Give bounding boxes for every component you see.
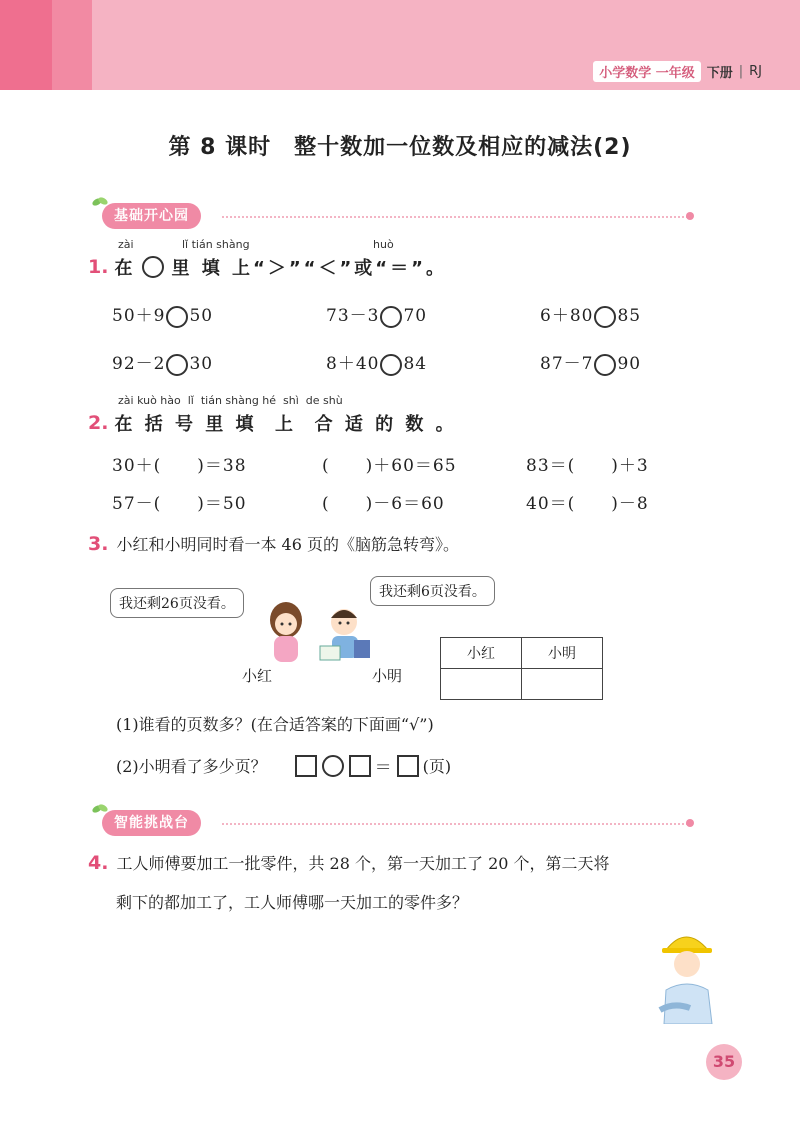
answer-circle[interactable] xyxy=(380,354,402,376)
q3-sub2: (2)小明看了多少页？ xyxy=(116,757,267,776)
section-basic xyxy=(92,203,712,229)
q2-pinyin: zài kuò hào lǐ tián shàng hé shì de shù xyxy=(118,394,343,407)
q1-text-a: 在 xyxy=(114,258,136,279)
answer-circle[interactable] xyxy=(166,306,188,328)
question-2-stem xyxy=(88,410,457,436)
compare-item: 8＋40 84 xyxy=(326,354,428,374)
compare-item: 92－2 30 xyxy=(112,354,214,374)
q3-sub2-row xyxy=(116,753,451,778)
section-challenge xyxy=(92,810,712,836)
volume-label: 下册 xyxy=(706,65,733,81)
children-reading-illustration xyxy=(258,596,380,672)
q3-sub1: (1)谁看的页数多？(在合适答案的下面画“√”) xyxy=(116,715,434,734)
book-tag xyxy=(593,61,762,81)
answer-circle[interactable] xyxy=(166,354,188,376)
page-title: 第 8 课时 整十数加一位数及相应的减法(2) xyxy=(168,135,632,160)
unit-label: (页) xyxy=(422,757,452,776)
fill-item[interactable]: 83＝( )＋3 xyxy=(526,456,649,476)
divider-end-dot xyxy=(686,819,694,827)
compare-item: 50＋9 50 xyxy=(112,306,214,326)
question-number: 1. xyxy=(88,256,109,278)
operator-circle[interactable] xyxy=(322,755,344,777)
header-band-mid-stripe xyxy=(52,0,92,90)
speech-bubble-hong: 我还剩26页没看。 xyxy=(110,588,244,618)
q4-line2: 剩下的都加工了，工人师傅哪一天加工的零件多？ xyxy=(116,893,469,912)
question-3-stem xyxy=(88,532,459,555)
table-header-ming: 小明 xyxy=(522,638,603,669)
fill-item[interactable]: 40＝( )－8 xyxy=(526,494,649,514)
dotted-divider xyxy=(222,216,692,218)
name-label-ming: 小明 xyxy=(372,667,403,685)
fill-item[interactable]: 57－( )＝50 xyxy=(112,494,247,514)
worker-illustration xyxy=(652,924,722,1024)
equals-sign: ＝ xyxy=(374,758,393,778)
q1-pinyin-li-tian-shang: lǐ tián shàng xyxy=(182,238,250,251)
answer-circle[interactable] xyxy=(380,306,402,328)
name-label-hong: 小红 xyxy=(242,667,273,685)
divider-end-dot xyxy=(686,212,694,220)
answer-table xyxy=(440,637,603,700)
speech-bubble-ming: 我还剩6页没看。 xyxy=(370,576,495,606)
question-number: 2. xyxy=(88,412,109,434)
page-number: 35 xyxy=(706,1044,742,1080)
fill-item[interactable]: 30＋( )＝38 xyxy=(112,456,247,476)
subject-label: 小学数学 一年级 xyxy=(593,61,701,82)
header-separator: | xyxy=(738,63,744,79)
answer-box[interactable] xyxy=(295,755,317,777)
question-4-stem xyxy=(88,851,610,874)
section-challenge-label: 智能挑战台 xyxy=(102,810,201,836)
answer-circle[interactable] xyxy=(594,354,616,376)
question-number: 3. xyxy=(88,532,109,555)
compare-item: 6＋80 85 xyxy=(540,306,642,326)
question-number: 4. xyxy=(88,851,109,874)
header-band-dark-stripe xyxy=(0,0,52,90)
answer-box[interactable] xyxy=(349,755,371,777)
q2-text: 在 括 号 里 填 上 合 适 的 数 。 xyxy=(114,414,457,435)
question-1-stem xyxy=(88,254,447,280)
fill-item[interactable]: ( )＋60＝65 xyxy=(322,456,457,476)
blank-circle-icon xyxy=(142,256,164,278)
answer-cell-hong[interactable] xyxy=(441,669,522,700)
compare-item: 73－3 70 xyxy=(326,306,428,326)
answer-box[interactable] xyxy=(397,755,419,777)
table-header-hong: 小红 xyxy=(441,638,522,669)
answer-circle[interactable] xyxy=(594,306,616,328)
compare-item: 87－7 90 xyxy=(540,354,642,374)
q1-text-b: 里 填 上“＞”“＜”或“＝”。 xyxy=(171,258,447,279)
fill-item[interactable]: ( )－6＝60 xyxy=(322,494,445,514)
section-basic-label: 基础开心园 xyxy=(102,203,201,229)
dotted-divider xyxy=(222,823,692,825)
q1-pinyin-huo: huò xyxy=(373,238,394,251)
q3-text: 小红和小明同时看一本 46 页的《脑筋急转弯》。 xyxy=(116,535,459,554)
q4-line1: 工人师傅要加工一批零件，共 28 个，第一天加工了 20 个，第二天将 xyxy=(116,854,610,873)
answer-cell-ming[interactable] xyxy=(522,669,603,700)
q1-pinyin-zai: zài xyxy=(118,238,134,251)
edition-label: RJ xyxy=(749,63,762,79)
